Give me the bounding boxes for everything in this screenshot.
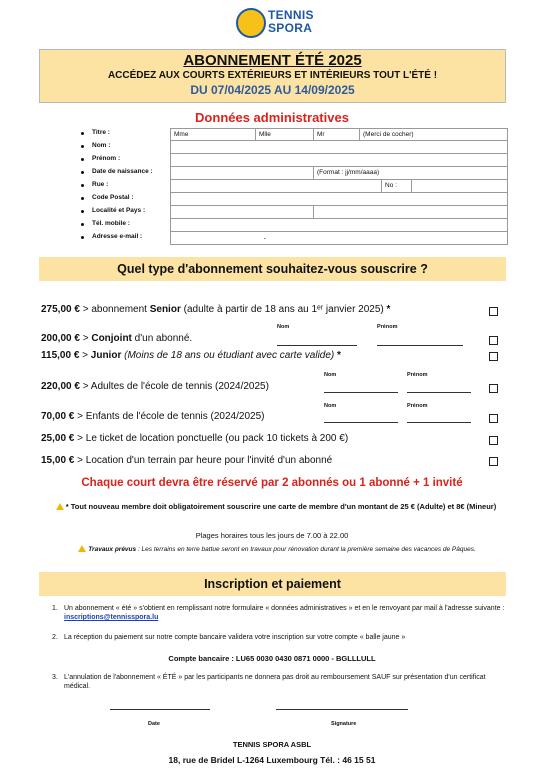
bullet-icon bbox=[81, 210, 84, 213]
date-line[interactable] bbox=[110, 709, 210, 710]
price-senior: 275,00 € bbox=[41, 304, 80, 315]
date-format-hint: (Format : jj/mm/aaaa) bbox=[313, 167, 507, 179]
season-dates: DU 07/04/2025 AU 14/09/2025 bbox=[190, 83, 355, 97]
titre-hint: (Merci de cocher) bbox=[359, 129, 507, 141]
rue-field[interactable] bbox=[170, 180, 508, 193]
sub-item-conjoint bbox=[41, 333, 192, 344]
asterisk: * bbox=[386, 304, 391, 315]
sub-item-invite bbox=[41, 455, 332, 466]
localite-label: Localité et Pays : bbox=[92, 207, 146, 214]
price-conjoint: 200,00 € bbox=[41, 333, 80, 344]
titre-option-mme[interactable]: Mme bbox=[174, 131, 189, 138]
header-box bbox=[39, 49, 506, 103]
prenom-label: Prénom bbox=[407, 372, 428, 378]
price-enfants: 70,00 € bbox=[41, 411, 75, 422]
registration-email-link[interactable]: inscriptions@tennisspora.lu bbox=[64, 614, 159, 621]
titre-option-mr[interactable]: Mr bbox=[313, 129, 359, 141]
warning-icon bbox=[78, 545, 86, 552]
titre-option-mlle[interactable]: Mlle bbox=[255, 129, 313, 141]
adultes-prenom-line[interactable] bbox=[407, 392, 471, 393]
logo-line1: TENNIS bbox=[268, 8, 314, 22]
form-row-code-postal bbox=[78, 193, 508, 206]
logo-line2: SPORA bbox=[268, 21, 313, 35]
page-title: ABONNEMENT ÉTÉ 2025 bbox=[183, 52, 362, 69]
works-text: : Les terrains en terre battue seront en travaux pour rénovation durant la première semaine des vacances de Pâques. bbox=[136, 546, 476, 553]
sub-item-junior bbox=[41, 350, 341, 361]
bullet-icon bbox=[81, 223, 84, 226]
sub-text: > bbox=[82, 350, 91, 361]
enfants-prenom-line[interactable] bbox=[407, 422, 471, 423]
code-postal-label: Code Postal : bbox=[92, 194, 134, 201]
conjoint-nom-line[interactable] bbox=[277, 345, 357, 346]
rue-label: Rue : bbox=[92, 181, 109, 188]
bullet-icon bbox=[81, 236, 84, 239]
adultes-nom-line[interactable] bbox=[324, 392, 398, 393]
sub-text: (adulte à partir de 18 ans au 1ᵉʳ janvier 2025) bbox=[180, 304, 387, 315]
titre-label: Titre : bbox=[92, 129, 110, 136]
checkbox-conjoint[interactable] bbox=[489, 336, 498, 345]
subscription-heading: Quel type d'abonnement souhaitez-vous souscrire ? bbox=[39, 257, 506, 281]
sub-item-adultes bbox=[41, 381, 269, 392]
sub-bold: Senior bbox=[149, 304, 181, 315]
sub-item-senior bbox=[41, 304, 390, 315]
bullet-icon bbox=[81, 197, 84, 200]
form-row-email bbox=[78, 232, 508, 245]
logo-text bbox=[268, 9, 314, 35]
price-ticket: 25,00 € bbox=[41, 433, 75, 444]
bullet-icon bbox=[81, 145, 84, 148]
enfants-nom-line[interactable] bbox=[324, 422, 398, 423]
titre-field[interactable] bbox=[170, 128, 508, 141]
item2-text: La réception du paiement sur notre compte bancaire validera votre inscription sur votre compte « balle jaune » bbox=[64, 634, 406, 641]
tennis-ball-icon bbox=[236, 8, 266, 38]
localite-field[interactable] bbox=[170, 206, 508, 219]
nom-label: Nom bbox=[324, 372, 337, 378]
form-row-nom bbox=[78, 141, 508, 154]
sub-text: d'un abonné. bbox=[131, 333, 193, 344]
form-row-localite bbox=[78, 206, 508, 219]
list-number: 1. bbox=[52, 605, 58, 612]
opening-hours: Plages horaires tous les jours de 7.00 à 22.00 bbox=[195, 531, 349, 540]
price-invite: 15,00 € bbox=[41, 455, 75, 466]
checkbox-ticket[interactable] bbox=[489, 436, 498, 445]
page-subtitle: ACCÉDEZ AUX COURTS EXTÉRIEURS ET INTÉRIEURS TOUT L'ÉTÉ ! bbox=[107, 70, 438, 81]
sub-item-ticket bbox=[41, 433, 348, 444]
bank-account: Compte bancaire : LU65 0030 0430 0871 0000 - BGLLLULL bbox=[168, 654, 376, 663]
works-label: Travaux prévus bbox=[88, 546, 137, 553]
bullet-icon bbox=[81, 158, 84, 161]
prenom-label: Prénom : bbox=[92, 155, 121, 162]
payment-item-1 bbox=[52, 604, 512, 622]
form-row-titre bbox=[78, 128, 508, 141]
sub-bold: Conjoint bbox=[91, 333, 132, 344]
email-field[interactable] bbox=[170, 232, 508, 245]
tel-label: Tél. mobile : bbox=[92, 220, 130, 227]
code-postal-field[interactable] bbox=[170, 193, 508, 206]
prenom-label: Prénom bbox=[407, 403, 428, 409]
bullet-icon bbox=[81, 184, 84, 187]
naissance-field[interactable] bbox=[170, 167, 508, 180]
asterisk: * bbox=[337, 350, 341, 361]
form-row-rue bbox=[78, 180, 508, 193]
warning-icon bbox=[56, 503, 64, 510]
list-number: 2. bbox=[52, 634, 58, 641]
item3-text: L'annulation de l'abonnement « ÉTÉ » par les participants ne donnera pas droit au remboursement SAUF sur présentation d'un certificat médical. bbox=[64, 674, 486, 690]
list-number: 3. bbox=[52, 674, 58, 681]
sub-text: > abonnement bbox=[82, 304, 150, 315]
footer-org: TENNIS SPORA ASBL bbox=[232, 740, 312, 749]
price-junior: 115,00 € bbox=[41, 350, 80, 361]
sub-text: > bbox=[82, 333, 92, 344]
member-note bbox=[46, 501, 506, 512]
sub-text: > Location d'un terrain par heure pour l'invité d'un abonné bbox=[77, 455, 333, 466]
sub-item-enfants bbox=[41, 411, 264, 422]
payment-item-2 bbox=[52, 633, 512, 642]
checkbox-junior[interactable] bbox=[489, 352, 498, 361]
checkbox-senior[interactable] bbox=[489, 307, 498, 316]
date-label: Date bbox=[148, 721, 160, 727]
sub-italic: (Moins de 18 ans ou étudiant avec carte valide) bbox=[121, 350, 338, 361]
numero-label: No : bbox=[381, 180, 411, 192]
numero-field[interactable] bbox=[411, 180, 507, 192]
bullet-icon bbox=[81, 132, 84, 135]
signature-line[interactable] bbox=[276, 709, 408, 710]
checkbox-invite[interactable] bbox=[489, 457, 498, 466]
form-row-tel bbox=[78, 219, 508, 232]
naissance-label: Date de naissance : bbox=[92, 168, 153, 175]
payment-heading: Inscription et paiement bbox=[39, 572, 506, 596]
member-note-text: * Tout nouveau membre doit obligatoirement souscrire une carte de membre d'un montant de 25 € (Adulte) et 8€ (Mineur) bbox=[65, 502, 497, 511]
sub-text: > Enfants de l'école de tennis (2024/2025) bbox=[77, 411, 265, 422]
bullet-icon bbox=[81, 171, 84, 174]
club-logo bbox=[236, 6, 326, 42]
admin-heading: Données administratives bbox=[195, 110, 349, 125]
email-dot: . bbox=[264, 234, 266, 241]
sub-bold: Junior bbox=[90, 350, 122, 361]
sub-text: > Adultes de l'école de tennis (2024/2025) bbox=[82, 381, 269, 392]
prenom-field[interactable] bbox=[170, 154, 508, 167]
prenom-label: Prénom bbox=[377, 324, 398, 330]
works-notice bbox=[44, 545, 510, 555]
nom-label: Nom bbox=[277, 324, 290, 330]
nom-field[interactable] bbox=[170, 141, 508, 154]
tel-field[interactable] bbox=[170, 219, 508, 232]
email-label: Adresse e-mail : bbox=[92, 233, 143, 240]
form-row-naissance bbox=[78, 167, 508, 180]
nom-label: Nom : bbox=[92, 142, 111, 149]
footer-address: 18, rue de Bridel L-1264 Luxembourg Tél. : 46 15 51 bbox=[168, 755, 376, 765]
sub-text: > Le ticket de location ponctuelle (ou pack 10 tickets à 200 €) bbox=[77, 433, 349, 444]
checkbox-adultes[interactable] bbox=[489, 384, 498, 393]
item1-text: Un abonnement « été » s'obtient en remplissant notre formulaire « données administratives » et en le renvoyant par mail à l'adresse suivante : bbox=[64, 605, 505, 612]
form-row-prenom bbox=[78, 154, 508, 167]
signature-label: Signature bbox=[331, 721, 357, 727]
conjoint-prenom-line[interactable] bbox=[377, 345, 463, 346]
court-notice: Chaque court devra être réservé par 2 abonnés ou 1 abonné + 1 invité bbox=[81, 477, 463, 489]
pays-field[interactable] bbox=[313, 206, 507, 218]
nom-label: Nom bbox=[324, 403, 337, 409]
price-adultes: 220,00 € bbox=[41, 381, 80, 392]
checkbox-enfants[interactable] bbox=[489, 414, 498, 423]
payment-item-3 bbox=[52, 673, 512, 691]
admin-form bbox=[78, 128, 508, 245]
